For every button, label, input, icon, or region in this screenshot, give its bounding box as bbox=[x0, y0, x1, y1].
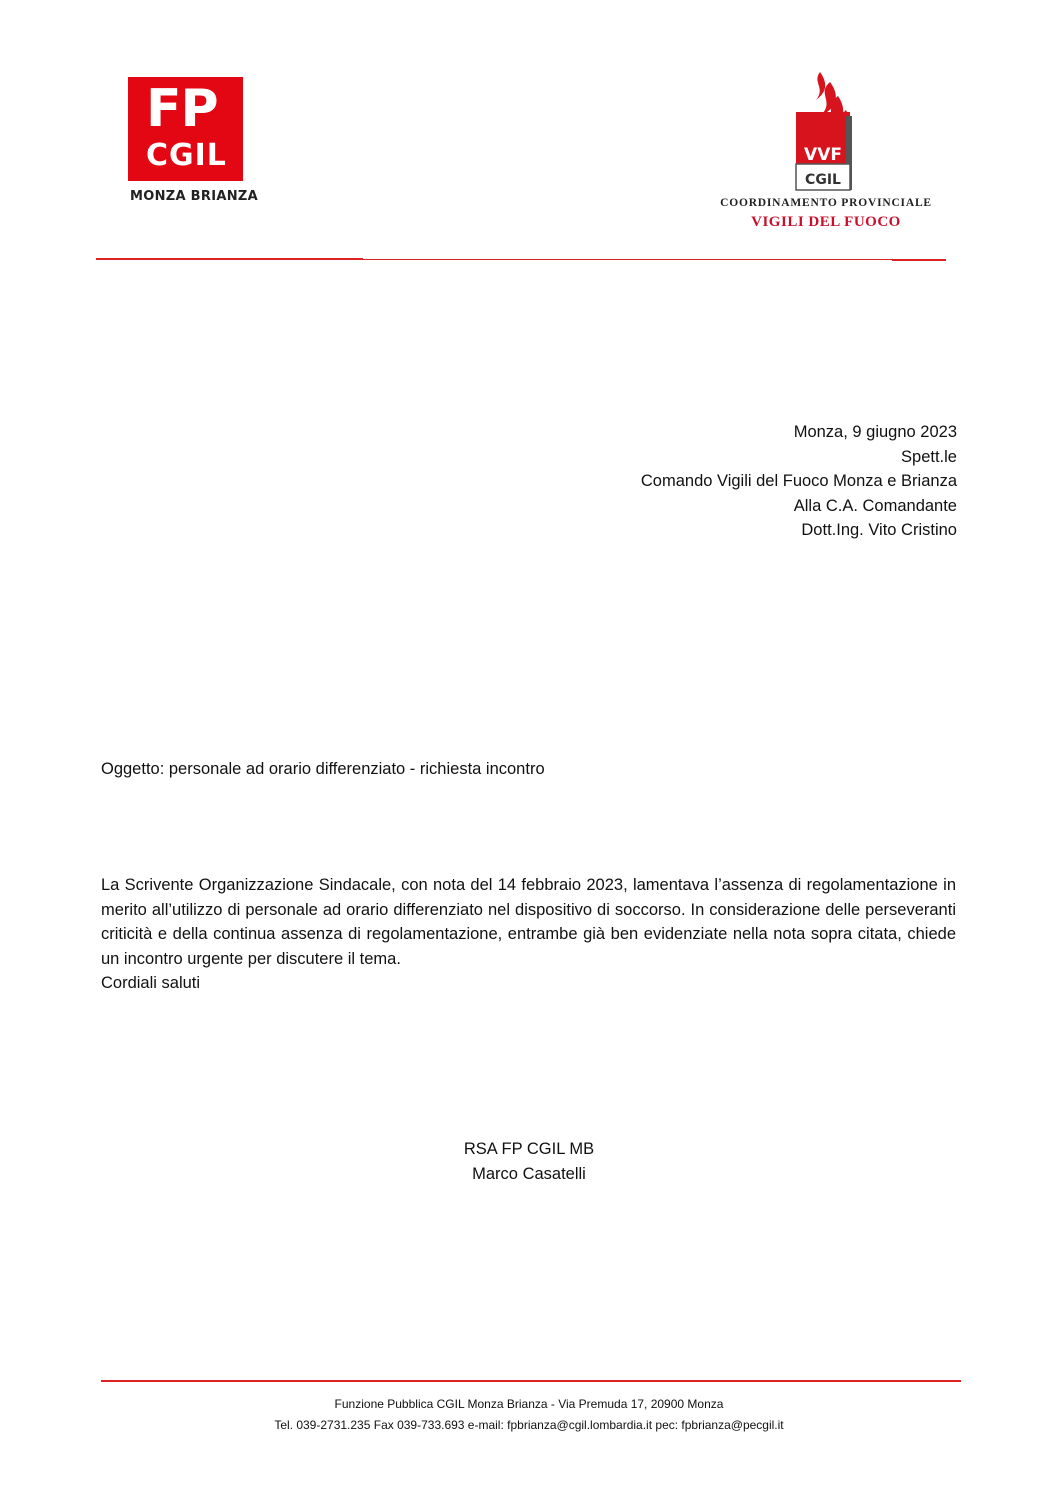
recipient-block bbox=[641, 420, 957, 543]
salutation: Spett.le bbox=[901, 447, 957, 466]
recipient-person: Dott.Ing. Vito Cristino bbox=[801, 521, 957, 539]
signature-name: Marco Casatelli bbox=[472, 1164, 586, 1183]
closing: Cordiali saluti bbox=[101, 974, 201, 992]
flame-icon bbox=[786, 68, 856, 192]
vvf-title: COORDINAMENTO PROVINCIALE bbox=[720, 197, 932, 209]
header-divider-accent-right bbox=[892, 259, 946, 261]
fp-cgil-logo bbox=[128, 77, 243, 181]
vvf-logo-sub: CGIL bbox=[805, 172, 841, 188]
date-line: Monza, 9 giugno 2023 bbox=[793, 423, 957, 441]
attention-line: Alla C.A. Comandante bbox=[793, 496, 957, 515]
cgil-logo-text: CGIL bbox=[146, 138, 227, 173]
signature-block bbox=[429, 1137, 629, 1186]
footer-divider bbox=[101, 1380, 961, 1382]
letter-body: La Scrivente Organizzazione Sindacale, con nota del 14 febbraio 2023, lamentava l’assenza di regolamentazione in merito all’utilizzo di personale ad orario differenziato nel dispositivo di soccorso. In considerazione delle perseveranti criticità e della continua assenza di regolamentazione, entrambe già ben evidenziate nella nota sopra citata, chiede un incontro urgente per discutere il tema. bbox=[101, 876, 956, 968]
footer-contacts: Tel. 039-2731.235 Fax 039-733.693 e-mail: fpbrianza@cgil.lombardia.it pec: fpbrianza@pecgil.it bbox=[274, 1418, 784, 1432]
subject-line: Oggetto: personale ad orario differenziato - richiesta incontro bbox=[101, 760, 545, 778]
signature-org: RSA FP CGIL MB bbox=[463, 1140, 595, 1158]
fp-logo-text: FP bbox=[146, 79, 218, 139]
vvf-subtitle: VIGILI DEL FUOCO bbox=[751, 214, 901, 230]
footer-address: Funzione Pubblica CGIL Monza Brianza - Via Premuda 17, 20900 Monza bbox=[334, 1397, 724, 1411]
vvf-cgil-logo bbox=[786, 68, 856, 192]
fp-logo-subtitle: MONZA BRIANZA bbox=[130, 189, 258, 204]
header-divider-accent-left bbox=[96, 258, 363, 260]
vvf-logo-text: VVF bbox=[804, 145, 842, 165]
recipient-name: Comando Vigili del Fuoco Monza e Brianza bbox=[640, 472, 957, 490]
